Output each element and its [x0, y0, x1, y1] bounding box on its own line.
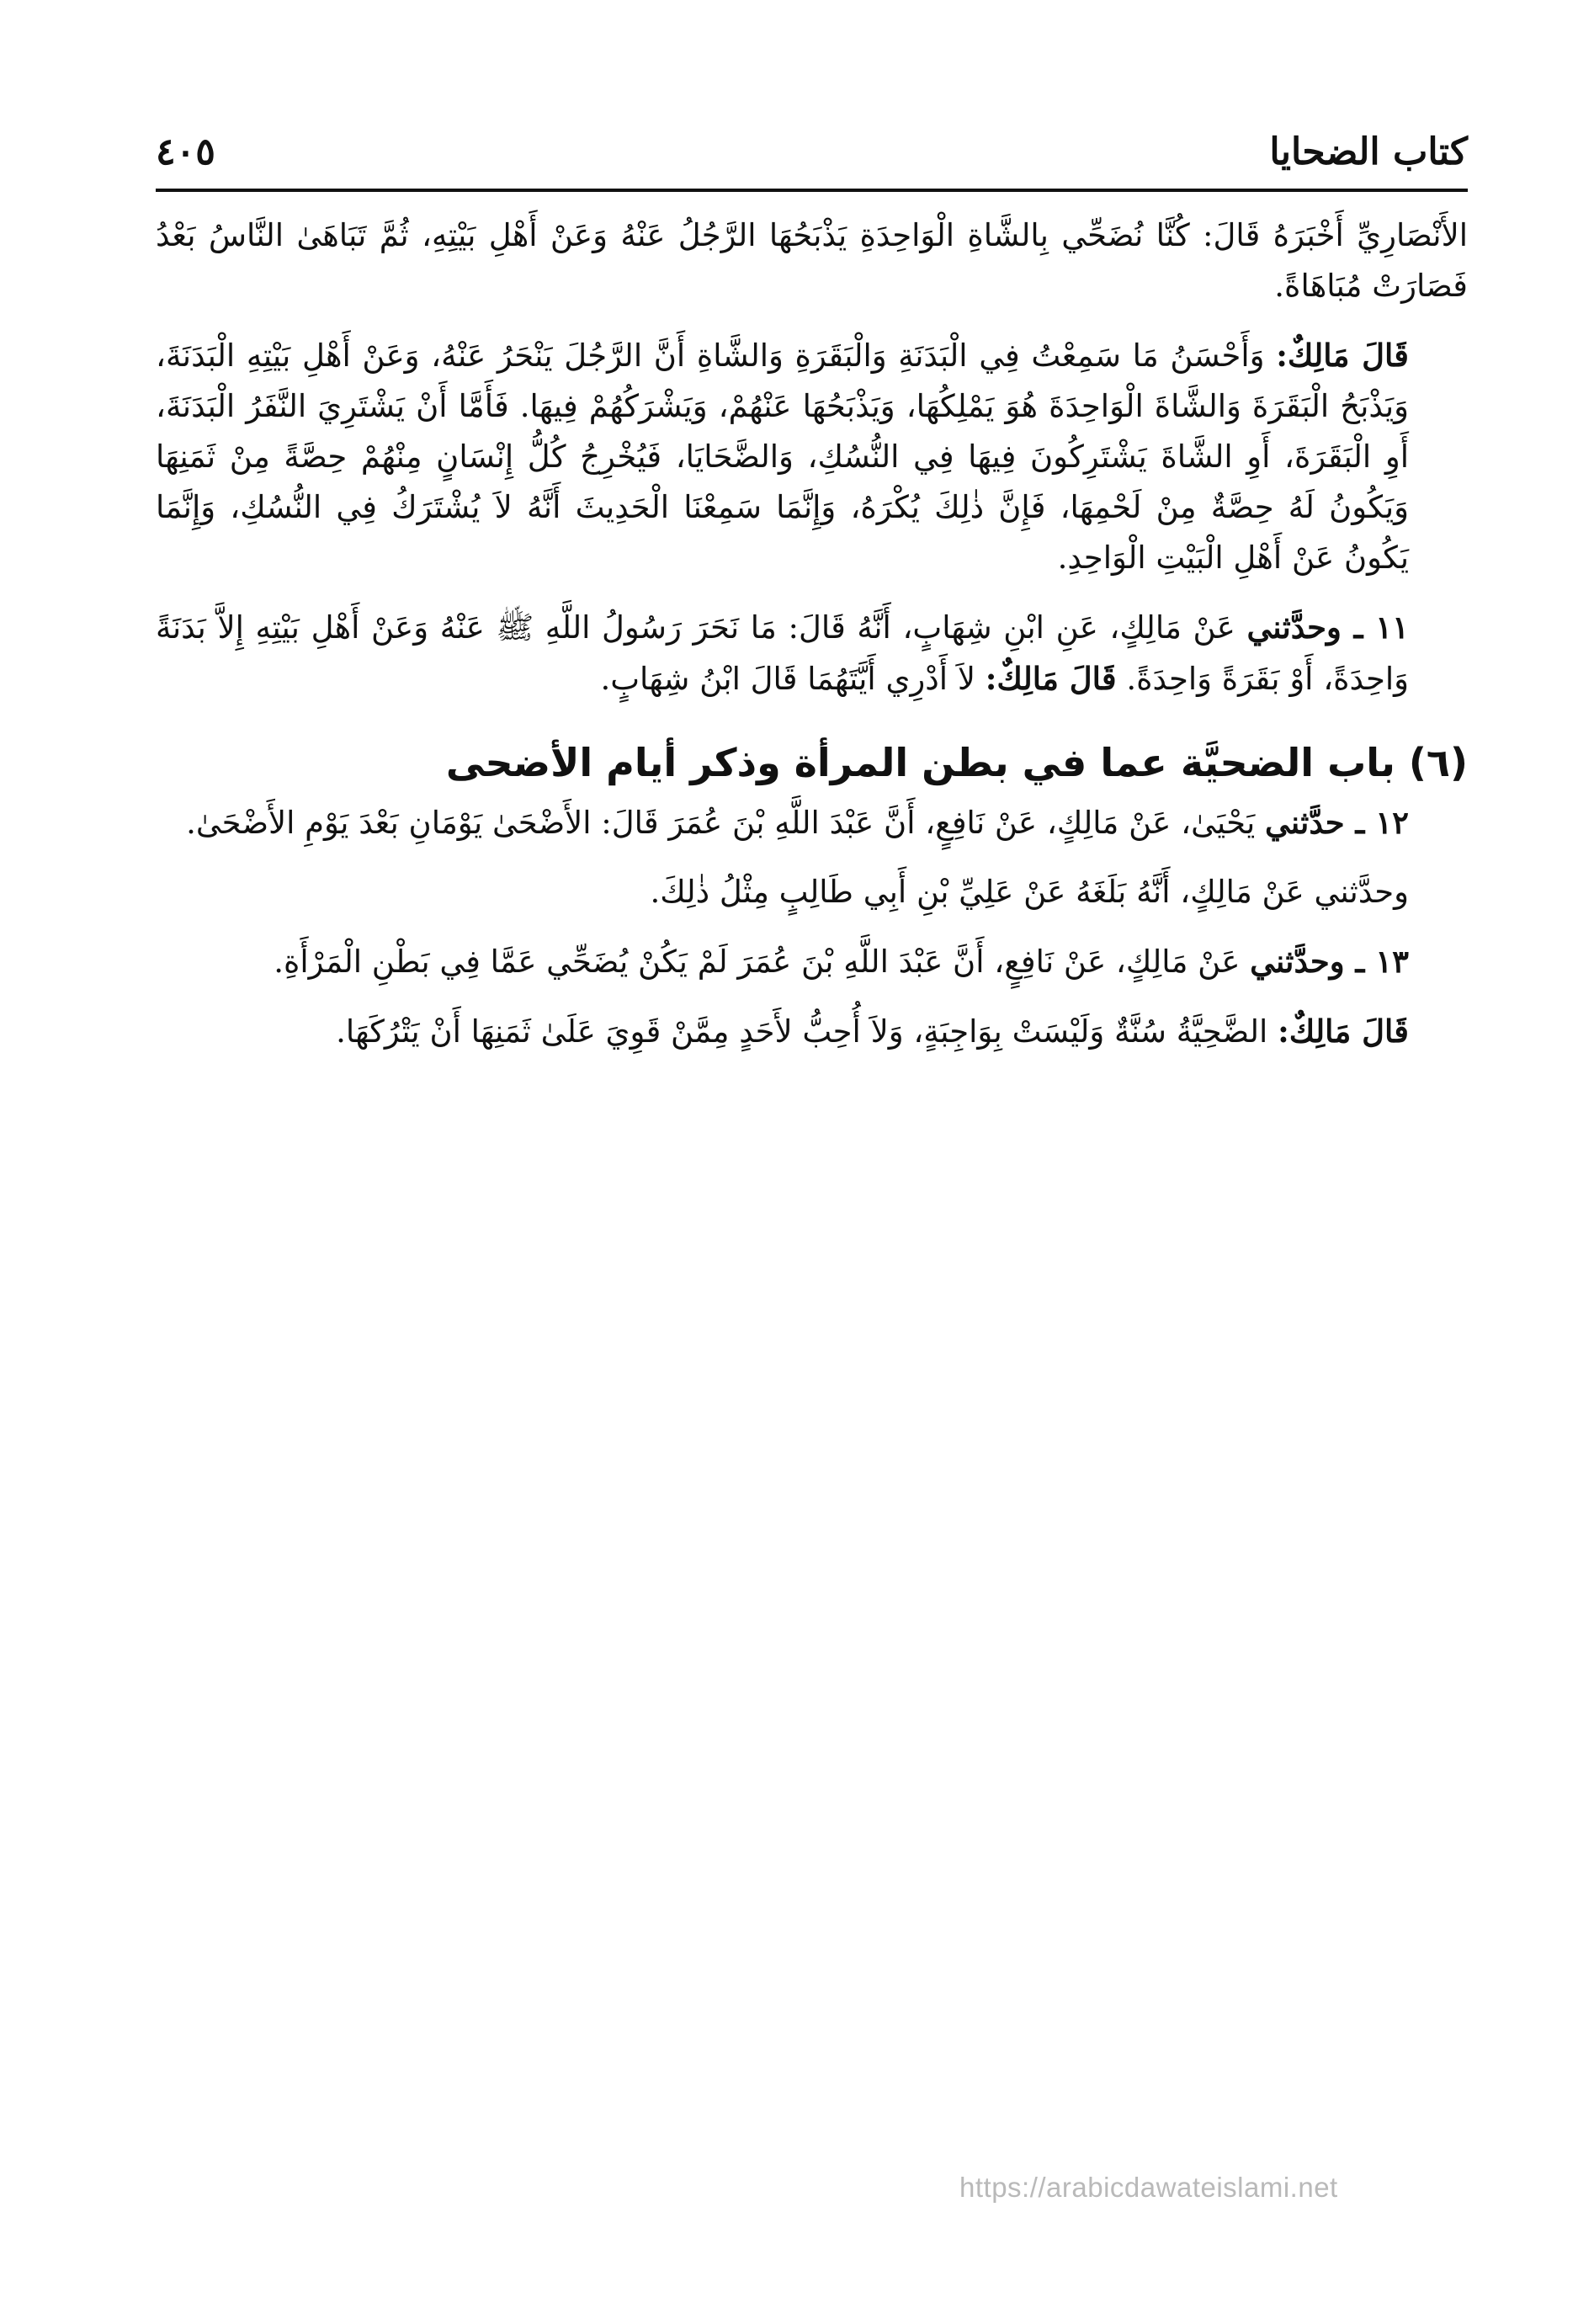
hadith-12-lead: ١٢ ـ حدَّثني — [1265, 804, 1409, 841]
page-header — [156, 126, 1468, 192]
hadith-12 — [156, 797, 1468, 848]
page-number: ٤٠٥ — [156, 130, 215, 173]
hadith-11-lead-2: قَالَ مَالِكٌ: — [985, 660, 1117, 697]
paragraph-2-lead: قَالَ مَالِكٌ: — [1276, 337, 1409, 374]
page-content — [156, 210, 1468, 1076]
hadith-13-lead: ١٣ ـ وحدَّثني — [1250, 943, 1409, 980]
hadith-11-lead: ١١ ـ وحدَّثني — [1246, 609, 1409, 646]
paragraph-2-text: وَأَحْسَنُ مَا سَمِعْتُ فِي الْبَدَنَةِ وَالْبَقَرَةِ وَالشَّاةِ أَنَّ الرَّجُلَ يَنْحَرُ عَنْهُ، وَعَنْ أَهْلِ بَيْتِهِ الْبَدَنَةَ، وَيَذْبَحُ الْبَقَرَةَ وَالشَّاةَ الْوَاحِدَةَ هُوَ يَمْلِكُهَا، وَيَذْبَحُهَا عَنْهُمْ، وَيَشْرَكُهُمْ فِيهَا. فَأَمَّا أَنْ يَشْتَرِيَ النَّفَرُ الْبَدَنَةَ، أَوِ الْبَقَرَةَ، أَوِ الشَّاةَ يَشْتَرِكُونَ فِيهَا فِي النُّسُكِ، وَالضَّحَايَا، فَيُخْرِجُ كُلُّ إِنْسَانٍ مِنْهُمْ حِصَّةً مِنْ ثَمَنِهَا وَيَكُونُ لَهُ حِصَّةٌ مِنْ لَحْمِهَا، فَإِنَّ ذٰلِكَ يُكْرَهُ، وَإِنَّمَا سَمِعْنَا الْحَدِيثَ أَنَّهُ لاَ يُشْتَرَكُ فِي النُّسُكِ، وَإِنَّمَا يَكُونُ عَنْ أَهْلِ الْبَيْتِ الْوَاحِدِ. — [156, 338, 1409, 576]
paragraph-1: الأَنْصَارِيِّ أَخْبَرَهُ قَالَ: كُنَّا نُضَحِّي بِالشَّاةِ الْوَاحِدَةِ يَذْبَحُهَا الرَّجُلُ عَنْهُ وَعَنْ أَهْلِ بَيْتِهِ، ثُمَّ تَبَاهَىٰ النَّاسُ بَعْدُ فَصَارَتْ مُبَاهَاةً. — [156, 217, 1468, 304]
chapter-heading: (٦) باب الضحيَّة عما في بطن المرأة وذكر أيام الأضحى — [445, 740, 1468, 785]
paragraph-7 — [156, 1006, 1468, 1057]
paragraph-7-text: الضَّحِيَّةُ سُنَّةٌ وَلَيْسَتْ بِوَاجِبَةٍ، وَلاَ أُحِبُّ لأَحَدٍ مِمَّنْ قَوِيَ عَلَىٰ ثَمَنِهَا أَنْ يَتْرُكَهَا. — [336, 1013, 1268, 1050]
hadith-11 — [156, 602, 1468, 705]
paragraph-2 — [156, 330, 1468, 583]
watermark-url: https://arabicdawateislami.net — [959, 2172, 1338, 2203]
hadith-11-text: عَنْ مَالِكٍ، عَنِ ابْنِ شِهَابٍ، أَنَّهُ قَالَ: مَا نَحَرَ رَسُولُ اللَّهِ ﷺ عَنْهُ وَعَنْ أَهْلِ بَيْتِهِ إِلاَّ بَدَنَةً وَاحِدَةً، أَوْ بَقَرَةً وَاحِدَةً. — [156, 609, 1409, 697]
hadith-11-text-2: لاَ أَدْرِي أَيَّتَهُمَا قَالَ ابْنُ شِهَابٍ. — [600, 661, 975, 697]
hadith-13-text: عَنْ مَالِكٍ، عَنْ نَافِعٍ، أَنَّ عَبْدَ اللَّهِ بْنَ عُمَرَ لَمْ يَكُنْ يُضَحِّي عَمَّا فِي بَطْنِ الْمَرْأَةِ. — [274, 944, 1241, 980]
book-title: كتاب الضحايا — [1269, 130, 1468, 173]
hadith-12-text: يَحْيَىٰ، عَنْ مَالِكٍ، عَنْ نَافِعٍ، أَنَّ عَبْدَ اللَّهِ بْنَ عُمَرَ قَالَ: الأَضْحَىٰ يَوْمَانِ بَعْدَ يَوْمِ الأَضْحَىٰ. — [186, 805, 1256, 841]
paragraph-7-lead: قَالَ مَالِكٌ: — [1278, 1013, 1409, 1050]
paragraph-5: وحدَّثني عَنْ مَالِكٍ، أَنَّهُ بَلَغَهُ عَنْ عَلِيِّ بْنِ أَبِي طَالِبٍ مِثْلُ ذٰلِكَ. — [650, 874, 1409, 910]
hadith-13 — [156, 936, 1468, 987]
